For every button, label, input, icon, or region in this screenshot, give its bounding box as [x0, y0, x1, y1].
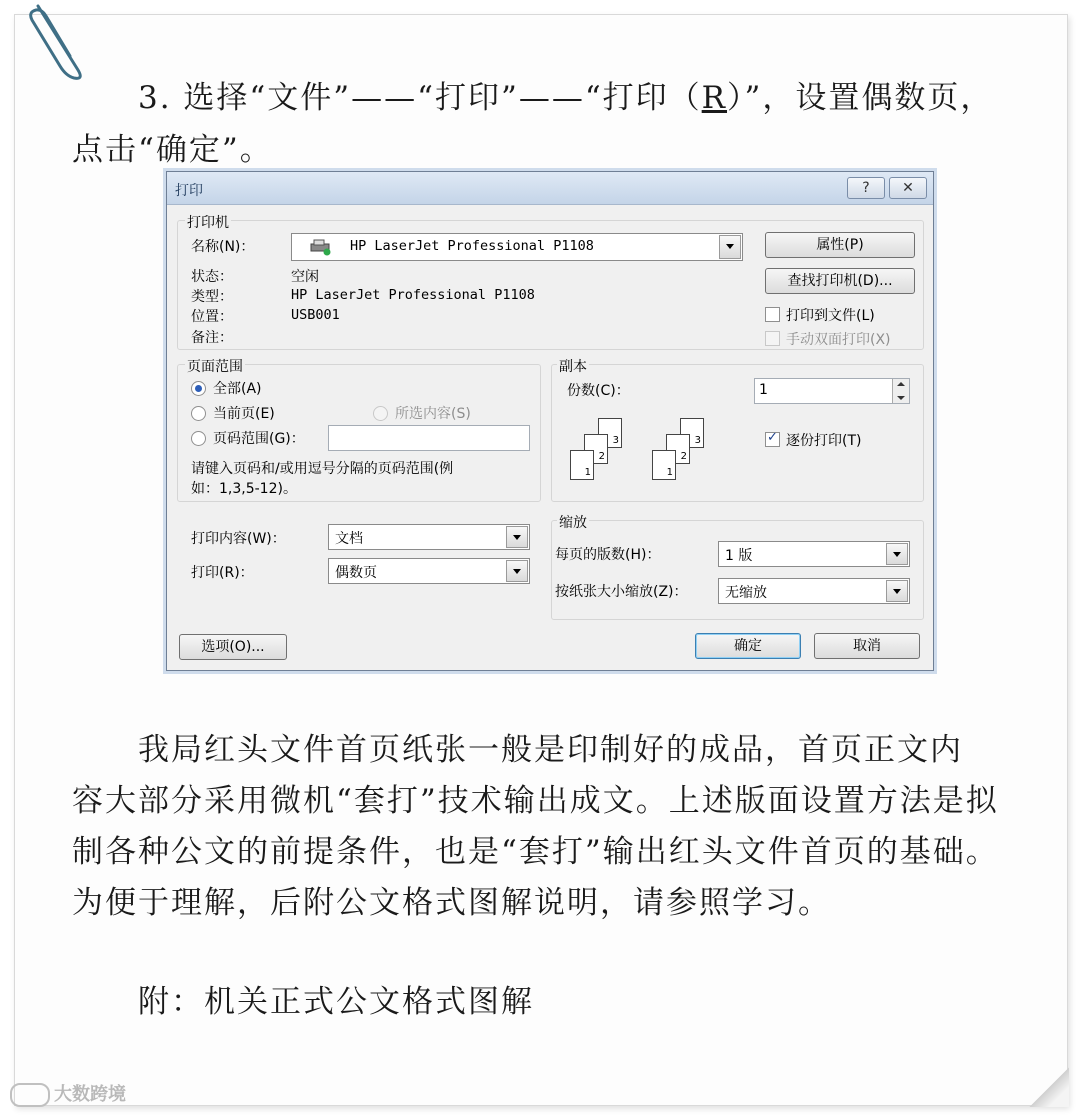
body-line-1: 我局红头文件首页纸张一般是印制好的成品，首页正文内 — [138, 732, 963, 768]
chevron-down-icon[interactable] — [719, 235, 741, 259]
type-value: HP LaserJet Professional P1108 — [291, 287, 535, 303]
pages-per-sheet-select[interactable] — [718, 541, 910, 567]
range-hint-line2: 如：1,3,5-12)。 — [191, 481, 297, 497]
body-line-2: 容大部分采用微机“套打”技术输出成文。上述版面设置方法是拟 — [72, 783, 999, 819]
copies-count-label: 份数(C)： — [567, 383, 630, 399]
cancel-button[interactable]: 取消 — [814, 633, 920, 659]
location-label: 位置： — [191, 309, 233, 325]
copies-count-value: 1 — [759, 382, 768, 398]
collate-label: 逐份打印(T) — [786, 433, 862, 449]
chevron-down-icon[interactable] — [506, 560, 528, 582]
print-what-value: 文档 — [335, 531, 363, 547]
range-pages-label: 页码范围(G)： — [213, 431, 305, 447]
body-line-4: 为便于理解，后附公文格式图解说明，请参照学习。 — [72, 885, 831, 921]
appendix-line: 附：机关正式公文格式图解 — [138, 984, 534, 1020]
paperclip-icon — [20, 0, 90, 80]
zoom-group — [551, 520, 924, 620]
dialog-titlebar — [167, 172, 933, 205]
range-all-label: 全部(A) — [213, 381, 262, 397]
copies-label: 副本 — [557, 356, 589, 376]
ok-button[interactable]: 确定 — [695, 633, 801, 659]
print-select[interactable] — [328, 558, 530, 584]
pages-per-sheet-value: 1 版 — [725, 548, 753, 564]
print-to-file-checkbox[interactable] — [765, 307, 780, 322]
scale-select[interactable] — [718, 578, 910, 604]
type-label: 类型： — [191, 289, 233, 305]
status-value: 空闲 — [291, 269, 319, 285]
range-current-radio[interactable] — [191, 406, 206, 421]
find-printer-button[interactable]: 查找打印机(D)... — [765, 268, 915, 294]
status-label: 状态： — [191, 269, 233, 285]
step-line: 3. 选择“文件”——“打印”——“打印（R）”，设置偶数页， — [138, 80, 994, 116]
comment-label: 备注： — [191, 330, 233, 346]
print-to-file-label: 打印到文件(L) — [786, 308, 875, 324]
range-pages-radio[interactable] — [191, 431, 206, 446]
options-button[interactable]: 选项(O)... — [179, 634, 287, 660]
print-dialog — [166, 171, 934, 671]
page-range-label: 页面范围 — [185, 356, 245, 376]
zoom-label: 缩放 — [557, 512, 589, 532]
watermark — [10, 1080, 126, 1107]
printer-name-select[interactable] — [291, 233, 743, 261]
chevron-down-icon[interactable] — [886, 543, 908, 565]
body-line-3: 制各种公文的前提条件，也是“套打”输出红头文件首页的基础。 — [72, 834, 999, 870]
properties-button[interactable]: 属性(P) — [765, 232, 915, 258]
range-all-radio[interactable] — [191, 381, 206, 396]
scale-label: 按纸张大小缩放(Z)： — [555, 584, 688, 600]
page-number: 1 — [584, 467, 591, 478]
print-label: 打印(R)： — [191, 565, 254, 581]
printer-group-label: 打印机 — [185, 212, 231, 232]
print-what-label: 打印内容(W)： — [191, 531, 286, 547]
chevron-down-icon[interactable] — [506, 526, 528, 548]
print-value: 偶数页 — [335, 565, 377, 581]
range-hint-line1: 请键入页码和/或用逗号分隔的页码范围(例 — [191, 461, 454, 477]
range-selection-radio[interactable] — [373, 406, 388, 421]
watermark-logo-icon — [10, 1083, 50, 1107]
range-current-label: 当前页(E) — [213, 406, 275, 422]
page-sheet — [570, 450, 594, 480]
collate-checkbox[interactable] — [765, 432, 780, 447]
page-number: 2 — [680, 451, 687, 462]
page-sheet — [652, 450, 676, 480]
watermark-text: 大数跨境 — [54, 1084, 126, 1105]
dialog-title: 打印 — [175, 183, 203, 199]
manual-duplex-checkbox[interactable] — [765, 331, 780, 346]
step-line-2: 点击“确定”。 — [72, 132, 273, 168]
page-number: 3 — [612, 435, 619, 446]
location-value: USB001 — [291, 307, 340, 323]
close-button[interactable]: ✕ — [889, 177, 927, 199]
scale-value: 无缩放 — [725, 585, 767, 601]
pages-per-sheet-label: 每页的版数(H)： — [555, 547, 661, 563]
copies-count-input[interactable] — [754, 378, 910, 404]
help-button[interactable]: ? — [847, 177, 885, 199]
print-what-select[interactable] — [328, 524, 530, 550]
printer-name-label: 名称(N)： — [191, 239, 255, 255]
manual-duplex-label: 手动双面打印(X) — [786, 332, 891, 348]
range-selection-label: 所选内容(S) — [395, 406, 471, 422]
printer-icon — [308, 238, 332, 256]
printer-name-value: HP LaserJet Professional P1108 — [350, 238, 594, 254]
page-number: 2 — [598, 451, 605, 462]
page-range-input[interactable] — [328, 425, 530, 451]
spinner-arrows-icon[interactable] — [892, 379, 909, 403]
chevron-down-icon[interactable] — [886, 580, 908, 602]
page-number: 1 — [666, 467, 673, 478]
page-number: 3 — [694, 435, 701, 446]
